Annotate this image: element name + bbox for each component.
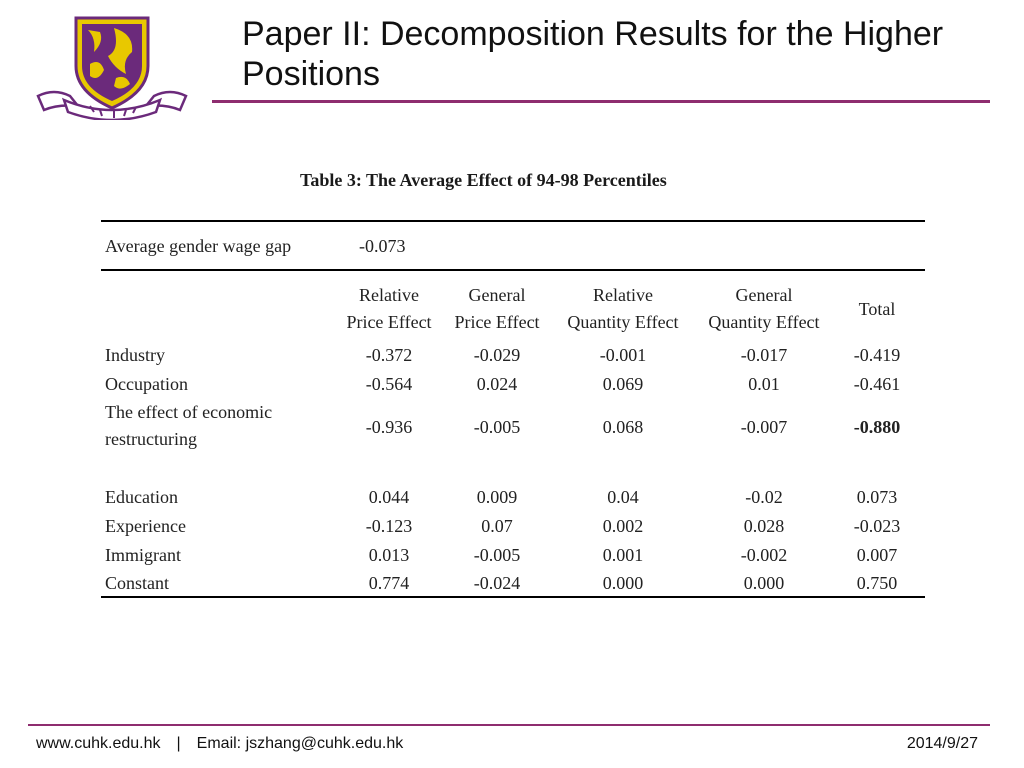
cell: 0.750 [856,573,898,593]
cell: -0.005 [473,545,521,565]
cell: -0.419 [853,345,901,365]
row-label: Immigrant [105,545,181,565]
footer-date: 2014/9/27 [906,735,978,752]
footer-separator: | [176,735,181,752]
university-crest-icon [34,12,190,120]
cell: -0.461 [853,374,901,394]
cell: 0.002 [602,516,644,536]
cell: 0.774 [368,573,410,593]
header-line: Price Effect [454,312,540,332]
row-label-line: The effect of economic [105,402,273,422]
cell: -0.029 [473,345,521,365]
row-label: Occupation [105,374,188,394]
header-line: General [735,285,793,305]
cell: 0.007 [856,545,898,565]
table-row [101,402,925,449]
header-general-price-effect [437,282,557,336]
footer-email[interactable]: Email: jszhang@cuhk.edu.hk [196,735,404,752]
cell: -0.564 [365,374,413,394]
row-label-line: restructuring [105,429,197,449]
gap-label: Average gender wage gap [105,236,292,256]
header-line: Price Effect [346,312,432,332]
cell: -0.002 [740,545,788,565]
row-label: Experience [105,516,186,536]
cell: 0.068 [602,417,644,437]
table-top-rule [101,220,925,222]
gap-value: -0.073 [359,236,406,256]
cell: -0.02 [745,487,783,507]
cell: -0.936 [365,417,413,437]
table-row [101,341,925,369]
header-line: Relative [359,285,419,305]
footer-website-link[interactable]: www.cuhk.edu.hk [36,735,161,752]
header-line: Relative [593,285,653,305]
row-label: Industry [105,345,165,365]
cell: 0.009 [476,487,518,507]
footer [36,735,403,753]
cell: 0.000 [743,573,785,593]
footer-divider [28,724,990,726]
cell: -0.023 [853,516,901,536]
table-row [101,541,925,569]
slide-title: Paper II: Decomposition Results for the Higher Positions [242,15,944,93]
header-relative-price-effect [329,282,449,336]
table-row [101,512,925,540]
table-row [101,370,925,398]
cell: -0.017 [740,345,788,365]
header-general-quantity-effect [694,282,834,336]
table-row [101,483,925,511]
cell: 0.044 [368,487,410,507]
cell: -0.123 [365,516,413,536]
header-line: General [468,285,526,305]
cell: -0.372 [365,345,413,365]
row-label: Constant [105,573,170,593]
cell: -0.007 [740,417,788,437]
cell: -0.005 [473,417,521,437]
table-caption: Table 3: The Average Effect of 94-98 Percentiles [300,170,667,190]
cell: 0.001 [602,545,644,565]
cell: -0.001 [599,345,647,365]
row-label [105,399,272,453]
cell: 0.024 [476,374,518,394]
cell: 0.07 [481,516,513,536]
cell: -0.024 [473,573,521,593]
cell: 0.01 [748,374,780,394]
row-label: Education [105,487,178,507]
cell: 0.000 [602,573,644,593]
table-row [101,569,925,597]
header-total [817,296,937,323]
cell: 0.028 [743,516,785,536]
header-line: Total [858,299,896,319]
cell: 0.069 [602,374,644,394]
cell: 0.04 [607,487,639,507]
cell: 0.013 [368,545,410,565]
table-bottom-rule [101,596,925,598]
header-line: Quantity Effect [567,312,679,332]
table-mid-rule [101,269,925,271]
header-relative-quantity-effect [553,282,693,336]
cell-total-bold: -0.880 [853,417,901,437]
header-line: Quantity Effect [708,312,820,332]
cell: 0.073 [856,487,898,507]
title-divider [212,100,990,103]
